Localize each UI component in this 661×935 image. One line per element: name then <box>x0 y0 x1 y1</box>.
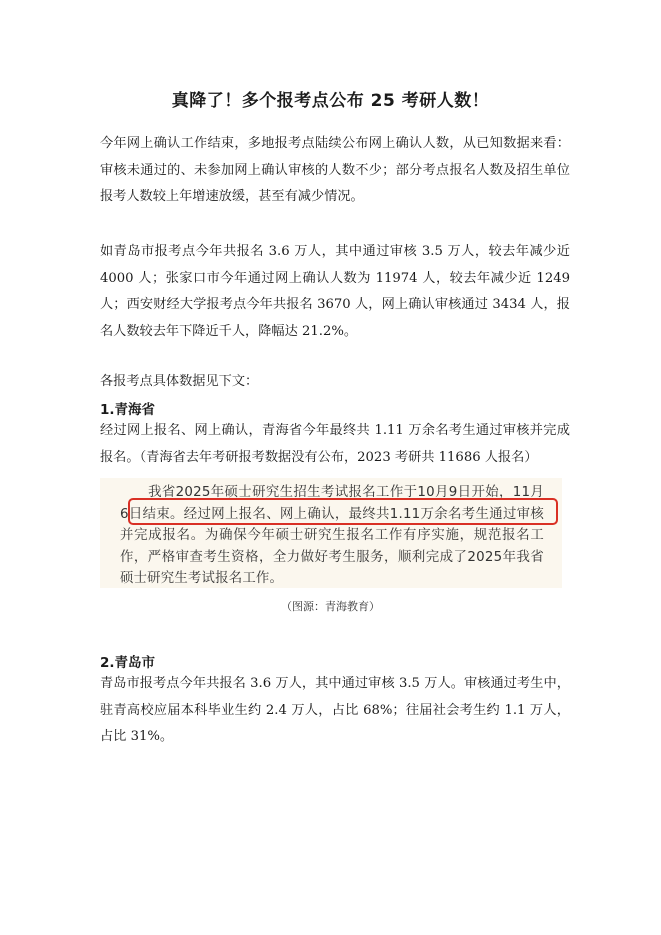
examples-paragraph: 如青岛市报考点今年共报名 3.6 万人，其中通过审核 3.5 万人，较去年减少近 4000 人；张家口市今年通过网上确认人数为 11974 人，较去年减少近 1249 人；西安财经大学报考点今年共报名 3670 人，网上确认审核通过 3434 人，报名人数较去年下降近千人，降幅达 21.2%。 <box>100 244 570 339</box>
section-heading-qingdao: 2.青岛市 <box>100 655 156 671</box>
intro-paragraph: 今年网上确认工作结束，多地报考点陆续公布网上确认人数，从已知数据来看：审核未通过的、未参加网上确认审核的人数不少；部分考点报名人数及招生单位报考人数较上年增速放缓，甚至有减少情况。 <box>100 136 570 204</box>
news-screenshot-image <box>100 478 562 588</box>
qinghai-paragraph: 经过网上报名、网上确认，青海省今年最终共 1.11 万余名考生通过审核并完成报名。（青海省去年考研报考数据没有公布，2023 考研共 11686 人报名） <box>100 423 570 465</box>
screenshot-text: 我省2025年硕士研究生招生考试报名工作于10月9日开始，11月6日结束。经过网上报名、网上确认，最终共1.11万余名考生通过审核并完成报名。为确保今年硕士研究生报名工作有序实施，规范报名工作，严格审查考生资格，全力做好考生服务，顺利完成了2025年我省硕士研究生考试报名工作。 <box>120 485 544 586</box>
see-below-text: 各报考点具体数据见下文： <box>100 374 259 389</box>
highlight-box <box>128 498 558 525</box>
image-caption: （图源：青海教育） <box>281 600 380 613</box>
qingdao-paragraph: 青岛市报考点今年共报名 3.6 万人，其中通过审核 3.5 万人。审核通过考生中，驻青高校应届本科毕业生约 2.4 万人，占比 68%；往届社会考生约 1.1 万人，占比 31%。 <box>100 676 570 744</box>
page-title: 真降了！多个报考点公布 25 考研人数！ <box>171 91 490 111</box>
section-heading-qinghai: 1.青海省 <box>100 402 156 418</box>
